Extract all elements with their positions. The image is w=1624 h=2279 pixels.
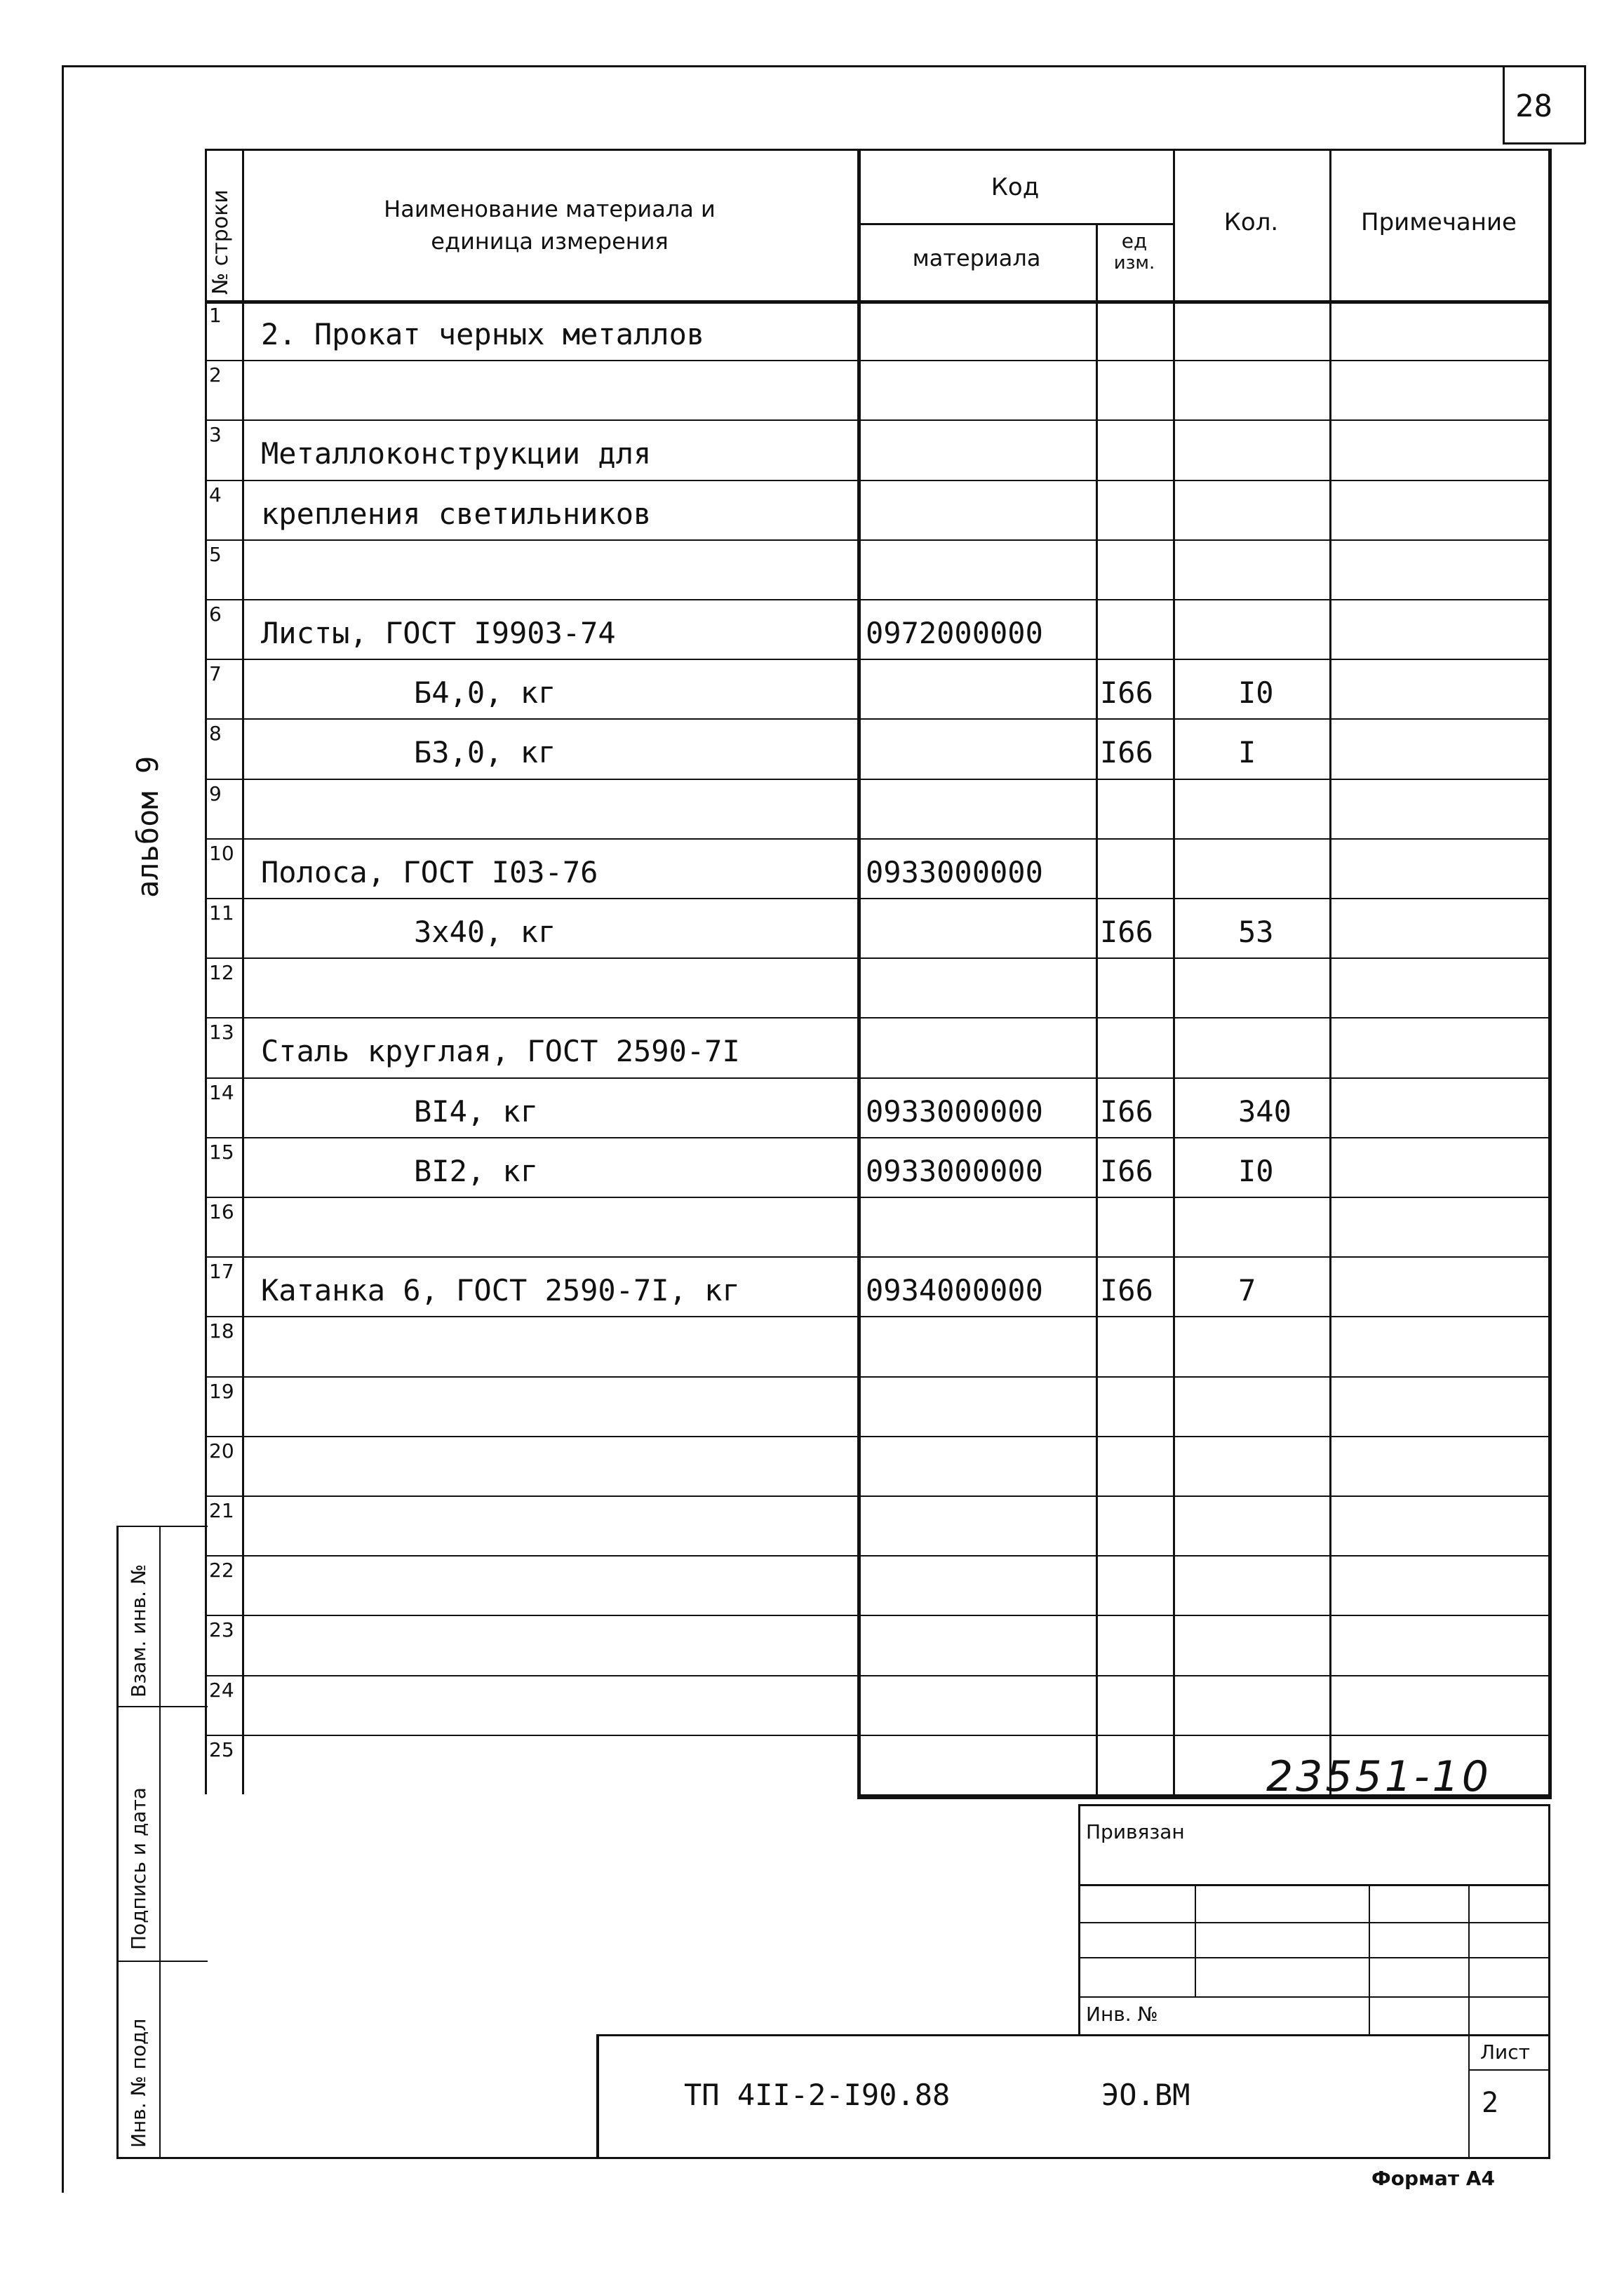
album-label: альбом 9 — [130, 755, 165, 898]
row-number: 25 — [209, 1737, 234, 1761]
material-name: Б4,0, кг — [414, 675, 556, 711]
inventory-stamp: 23551-10 — [1266, 1752, 1491, 1801]
col-line-num — [242, 149, 244, 1794]
row-line — [205, 1137, 1548, 1138]
quantity: 7 — [1238, 1273, 1256, 1308]
unit-code: I66 — [1100, 915, 1153, 949]
row-line — [205, 1675, 1548, 1676]
row-number: 1 — [209, 304, 222, 327]
quantity: 53 — [1238, 915, 1274, 949]
row-number: 18 — [209, 1319, 234, 1343]
col-line-left — [205, 149, 207, 1794]
unit-code: I66 — [1100, 1094, 1153, 1129]
quantity: I — [1238, 735, 1256, 770]
header-code: Код — [991, 173, 1040, 201]
header-name: Наименование материала и — [384, 196, 716, 222]
material-name: Сталь круглая, ГОСТ 2590-7I — [261, 1034, 740, 1069]
unit-code: I66 — [1100, 1273, 1153, 1308]
header-qty: Кол. — [1223, 208, 1279, 236]
material-name: 2. Прокат черных металлов — [261, 317, 705, 351]
sheet-label: Лист — [1480, 2041, 1530, 2064]
col-line-right — [1548, 149, 1552, 1796]
unit-code: I66 — [1100, 675, 1153, 711]
material-name: BI4, кг — [414, 1094, 539, 1129]
unit-code: I66 — [1100, 1153, 1153, 1188]
row-line — [205, 1077, 1548, 1079]
stamp-sep-1 — [116, 1706, 208, 1707]
material-name: BI2, кг — [414, 1153, 539, 1188]
header-row-no: № строки — [208, 189, 233, 295]
row-line — [205, 1615, 1548, 1616]
row-line — [205, 957, 1548, 959]
header-code-material: материала — [912, 245, 1041, 271]
material-name: Листы, ГОСТ I9903-74 — [261, 616, 616, 650]
row-number: 14 — [209, 1080, 234, 1104]
row-number: 17 — [209, 1260, 234, 1284]
row-line — [205, 898, 1548, 899]
row-number: 8 — [209, 722, 222, 746]
row-line — [205, 539, 1548, 541]
header-name-line2: единица измерения — [431, 228, 669, 255]
row-number: 15 — [209, 1140, 234, 1164]
row-number: 20 — [209, 1439, 234, 1463]
header-note: Примечание — [1361, 208, 1517, 236]
row-line — [205, 1197, 1548, 1198]
row-number: 9 — [209, 781, 222, 805]
row-line — [205, 838, 1548, 840]
format-label: Формат А4 — [1371, 2167, 1495, 2190]
quantity: I0 — [1238, 1153, 1274, 1188]
row-number: 7 — [209, 662, 222, 686]
row-number: 24 — [209, 1678, 234, 1702]
row-number: 13 — [209, 1021, 234, 1044]
col-line-unit — [1173, 149, 1175, 1794]
unit-code: I66 — [1100, 735, 1153, 770]
row-number: 21 — [209, 1499, 234, 1522]
row-line — [205, 1436, 1548, 1437]
row-line — [205, 1555, 1548, 1557]
row-line — [205, 419, 1548, 421]
header-code-split — [857, 223, 1173, 225]
material-name: крепления светильников — [261, 496, 652, 531]
row-line — [205, 1316, 1548, 1317]
row-number: 10 — [209, 841, 234, 865]
stamp-top — [116, 1526, 208, 1527]
stamp-col-left — [116, 1526, 119, 2157]
material-name: Б3,0, кг — [414, 735, 556, 770]
row-line — [205, 718, 1548, 720]
row-line — [205, 779, 1548, 780]
col-line-code — [1096, 223, 1098, 1794]
row-line — [205, 1495, 1548, 1497]
material-name: Катанка 6, ГОСТ 2590-7I, кг — [261, 1273, 740, 1308]
quantity: 340 — [1238, 1094, 1291, 1129]
header-code-unit: ед — [1121, 229, 1148, 253]
bound-label: Привязан — [1086, 1820, 1185, 1843]
material-name: Металлоконструкции для — [261, 436, 652, 471]
row-number: 12 — [209, 961, 234, 985]
header-bottom-line — [205, 300, 1552, 304]
sheet-number: 28 — [1515, 88, 1552, 124]
row-number: 3 — [209, 423, 222, 447]
material-code: 0933000000 — [866, 1153, 1043, 1188]
sheet-value: 2 — [1482, 2087, 1499, 2119]
stamp-sep-2 — [116, 1961, 208, 1962]
row-line — [205, 1376, 1548, 1378]
header-top-line — [205, 149, 1548, 151]
row-line — [205, 599, 1548, 600]
stamp-podpis-data: Подпись и дата — [127, 1787, 150, 1950]
material-code: 0934000000 — [866, 1273, 1043, 1308]
stamp-bottom — [116, 2157, 208, 2159]
row-number: 11 — [209, 901, 234, 925]
row-line — [205, 480, 1548, 481]
row-line — [205, 1256, 1548, 1258]
stamp-vzam-inv: Взам. инв. № — [127, 1564, 150, 1698]
material-name: 3х40, кг — [414, 915, 556, 949]
material-code: 0972000000 — [866, 616, 1043, 650]
row-line — [205, 1735, 1548, 1736]
drawing-code: ТП 4II-2-I90.88 — [684, 2078, 951, 2112]
material-code: 0933000000 — [866, 1094, 1043, 1129]
drawing-suffix: ЭО.ВМ — [1101, 2078, 1190, 2112]
row-number: 19 — [209, 1379, 234, 1403]
row-number: 6 — [209, 603, 222, 626]
inv-no-label: Инв. № — [1086, 2003, 1158, 2026]
row-number: 16 — [209, 1200, 234, 1223]
row-number: 5 — [209, 542, 222, 566]
row-number: 23 — [209, 1618, 234, 1642]
stamp-inv-podl: Инв. № подл — [127, 2018, 150, 2148]
quantity: I0 — [1238, 675, 1274, 711]
material-name: Полоса, ГОСТ I03-76 — [261, 854, 598, 889]
row-line — [205, 1017, 1548, 1019]
col-line-qty — [1329, 149, 1331, 1794]
stamp-col-mid — [159, 1526, 161, 2157]
row-line — [205, 360, 1548, 361]
row-line — [205, 659, 1548, 660]
col-line-name — [857, 149, 861, 1794]
row-number: 4 — [209, 483, 222, 506]
header-code-unit-line2: изм. — [1113, 253, 1155, 274]
row-number: 2 — [209, 363, 222, 387]
row-number: 22 — [209, 1559, 234, 1582]
material-code: 0933000000 — [866, 854, 1043, 889]
